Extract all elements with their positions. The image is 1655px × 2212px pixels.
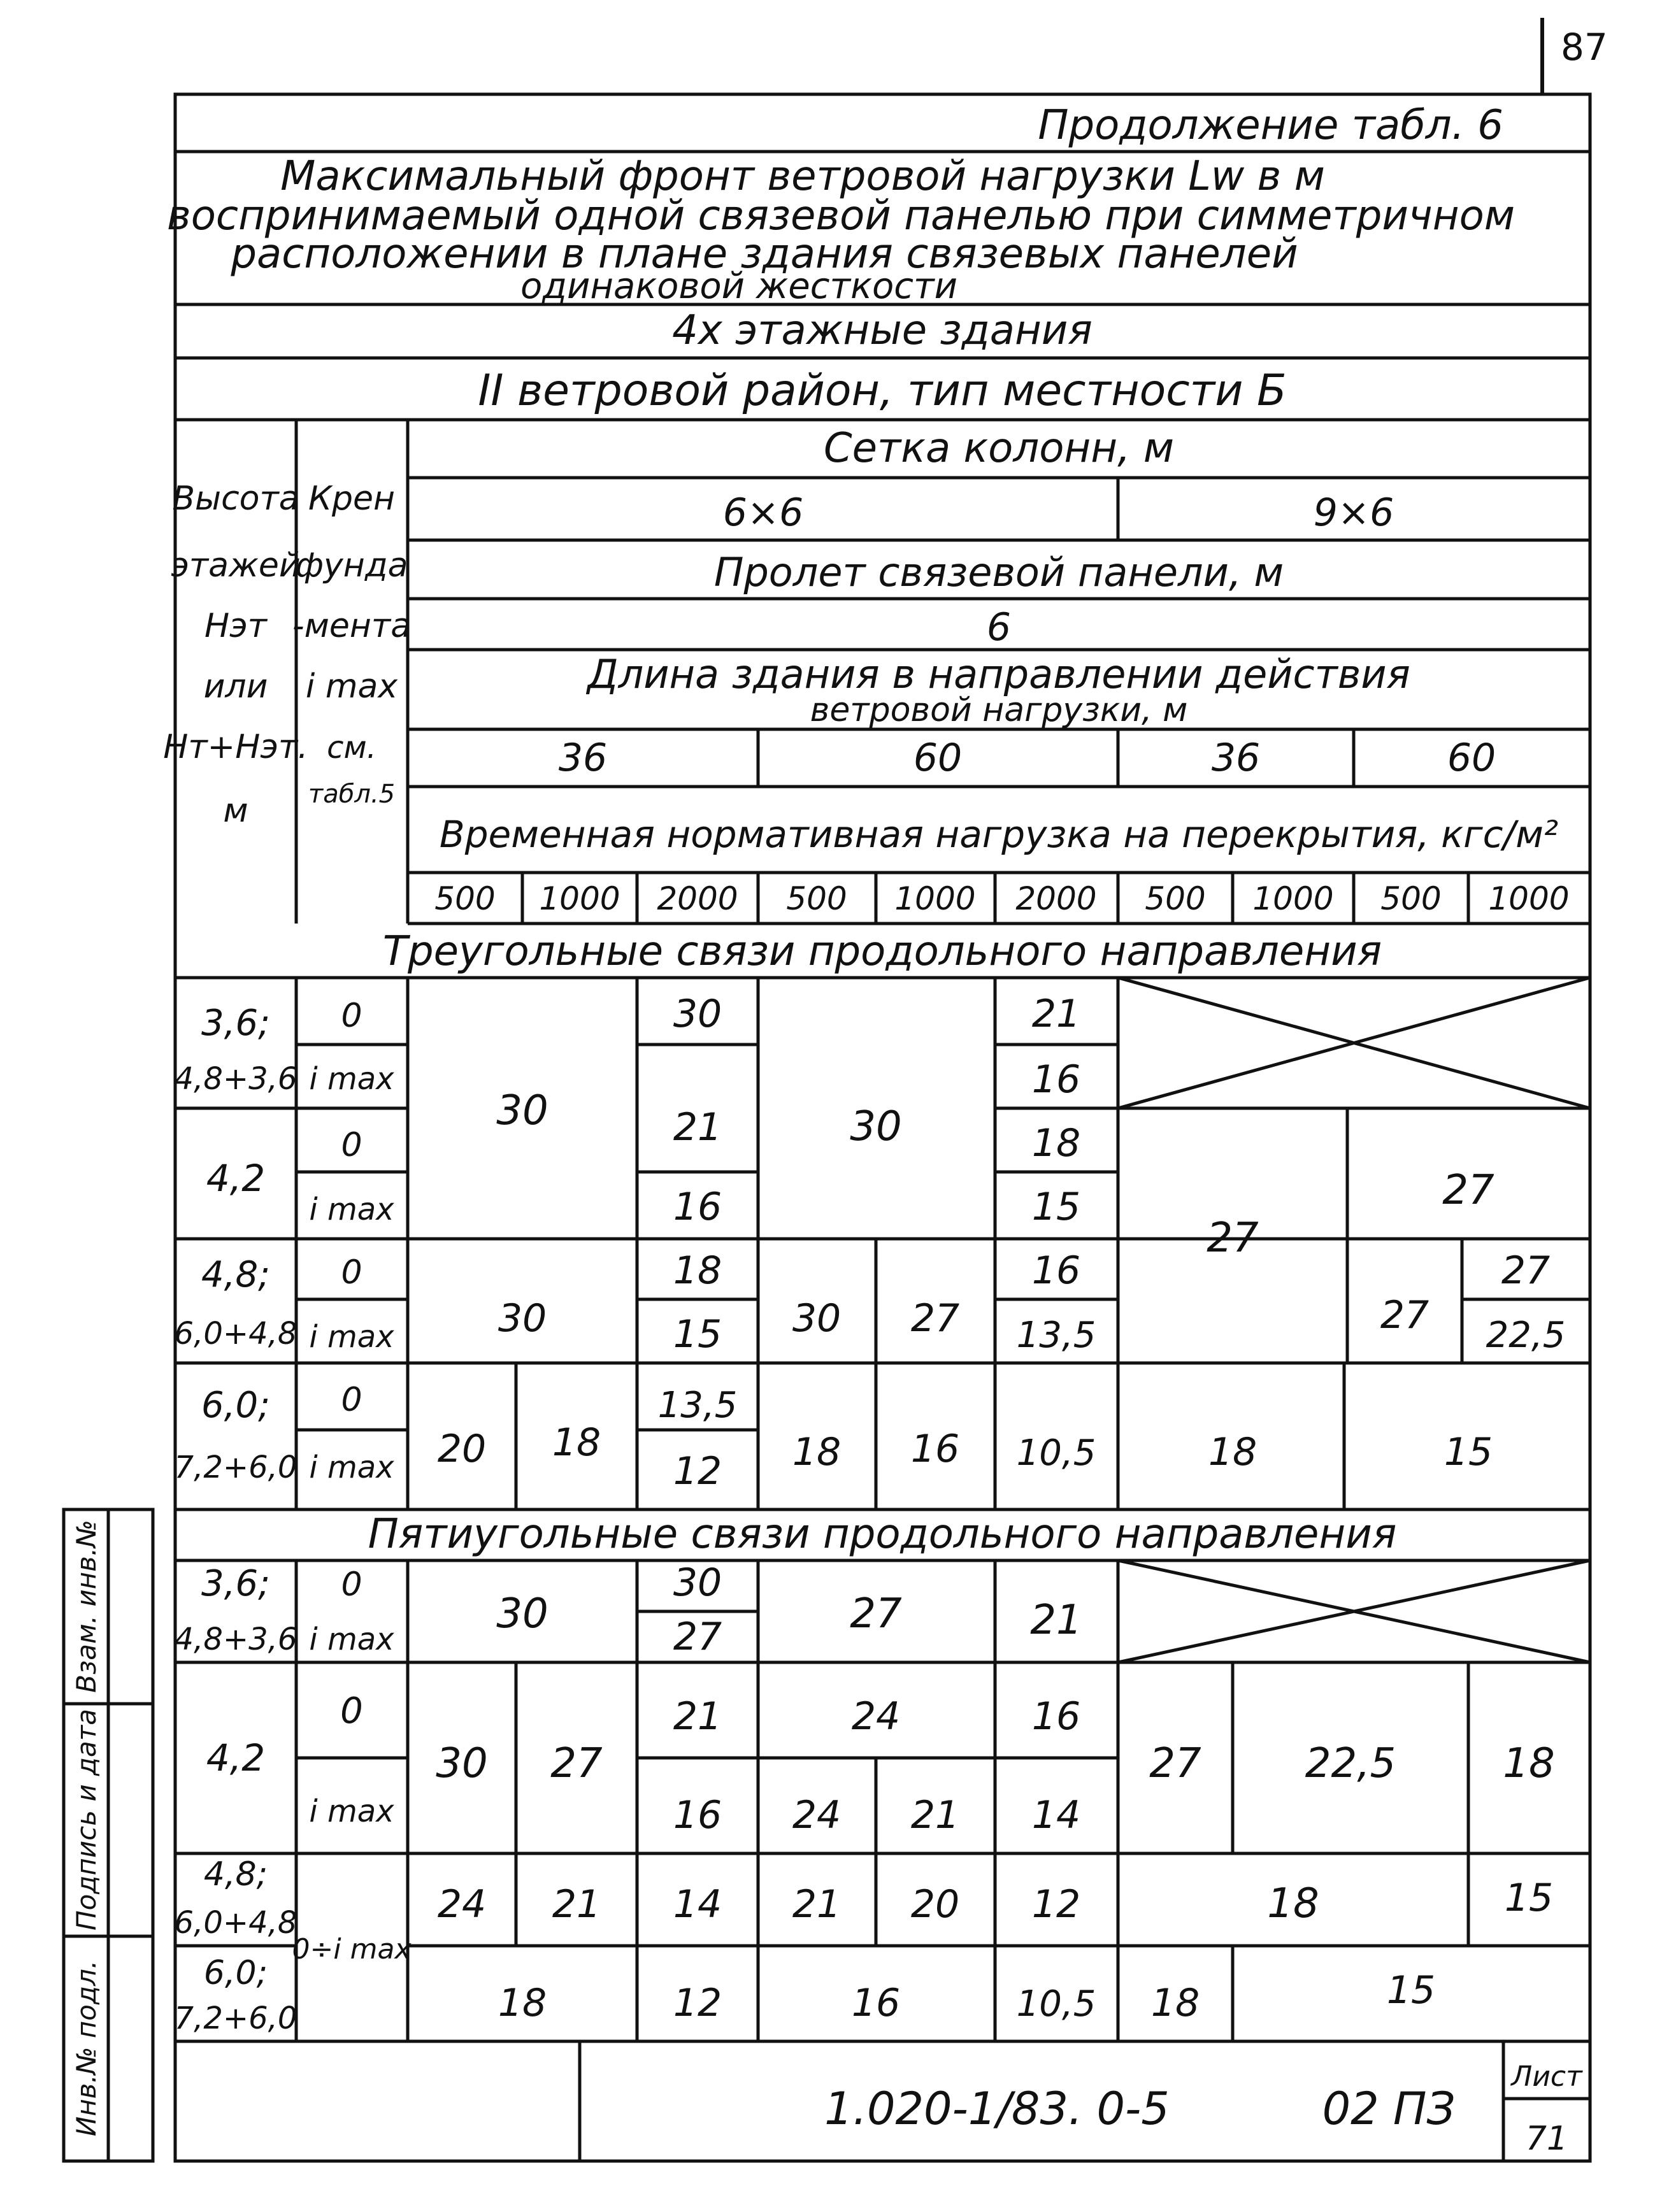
s2-row2-h1: 4,2 (206, 1736, 266, 1780)
s1-cell: 30 (498, 1296, 547, 1341)
s1-row3-cmax: i max (309, 1319, 394, 1355)
s2-row1-cmax: i max (309, 1622, 394, 1657)
col-tilt-5: см. (327, 730, 376, 766)
s1-cell: 10,5 (1016, 1432, 1096, 1474)
s2-cell: 18 (1150, 1981, 1200, 2025)
side-label-inventory: Инв.№ подл. (71, 1960, 102, 2137)
s2-cell: 27 (1149, 1740, 1201, 1787)
s1-row4-h1: 6,0; (201, 1385, 270, 1426)
s1-row2-cmax: i max (309, 1192, 394, 1227)
s2-cell: 30 (496, 1590, 548, 1638)
s2-cell: 20 (910, 1882, 960, 1927)
load-label: Временная нормативная нагрузка на перекрытия, кгс/м² (439, 813, 1559, 856)
s2-row3-h1: 4,8; (203, 1855, 268, 1894)
col-tilt-4: i max (305, 667, 398, 706)
load-6: 2000 (1015, 880, 1097, 917)
load-3: 2000 (657, 880, 738, 917)
col-height-5: Нт+Нэт. (163, 728, 308, 766)
s1-cell: 18 (1031, 1121, 1081, 1166)
s1-row3-h1: 4,8; (201, 1254, 270, 1295)
s2-cell: 14 (1031, 1793, 1081, 1837)
col-tilt-2: фунда (295, 546, 408, 585)
s1-row1-h2: 4,8+3,6 (174, 1061, 297, 1097)
s2-cell: 24 (851, 1694, 901, 1739)
s1-row3-h2: 6,0+4,8 (174, 1316, 297, 1352)
section2-title: Пятиугольные связи продольного направления (368, 1511, 1397, 1558)
s1-cell: 16 (673, 1185, 722, 1229)
wind-region: II ветровой район, тип местности Б (478, 366, 1287, 416)
col-height-3: Нэт (204, 607, 267, 645)
load-9: 500 (1380, 880, 1442, 917)
s1-cell: 12 (673, 1449, 722, 1494)
length-3: 36 (1211, 736, 1261, 780)
stamp-doc: 02 ПЗ (1322, 2083, 1456, 2135)
s2-cell: 27 (673, 1615, 722, 1659)
col-tilt-1: Крен (308, 480, 395, 518)
col-tilt-6: табл.5 (308, 780, 396, 809)
s2-cell: 24 (437, 1882, 487, 1927)
s1-row4-h2: 7,2+6,0 (174, 1450, 297, 1485)
s1-cell: 22,5 (1486, 1315, 1566, 1356)
s2-cell: 16 (851, 1981, 901, 2025)
s1-row2-c0: 0 (341, 1126, 362, 1164)
s1-cell: 27 (910, 1296, 960, 1341)
col-height-6: м (223, 792, 248, 830)
s1-row3-c0: 0 (341, 1253, 362, 1292)
s2-cell: 18 (1267, 1880, 1319, 1927)
load-7: 500 (1145, 880, 1206, 917)
span-value: 6 (986, 605, 1012, 650)
s1-cell: 16 (1031, 1057, 1081, 1102)
s1-cell: 15 (1444, 1430, 1493, 1474)
s2-cell: 21 (910, 1793, 960, 1837)
length-2: 60 (913, 736, 963, 780)
s2-cell: 18 (1503, 1740, 1555, 1787)
length-label-1: Длина здания в направлении действия (587, 651, 1410, 697)
grid-9x6: 9×6 (1313, 490, 1394, 535)
title-line-4: одинаковой жесткости (520, 266, 958, 307)
s1-row1-c0: 0 (341, 997, 362, 1035)
load-1: 500 (434, 880, 496, 917)
side-label-signature: Подпись и дата (71, 1709, 102, 1930)
s1-cell: 18 (1208, 1430, 1257, 1474)
s2-cell: 14 (673, 1882, 722, 1927)
s2-cell: 22,5 (1305, 1740, 1396, 1787)
col-height-1: Высота (172, 480, 299, 518)
s2-row4-crange: 0÷i max (292, 1933, 412, 1966)
s2-cell: 21 (673, 1694, 722, 1739)
s1-row4-c0: 0 (341, 1381, 362, 1419)
s1-cell: 30 (792, 1296, 842, 1341)
s2-cell: 15 (1504, 1876, 1554, 1920)
s2-cell: 18 (498, 1981, 547, 2025)
s1-row4-cmax: i max (309, 1450, 394, 1485)
s1-cell: 13,5 (1016, 1315, 1096, 1356)
load-5: 1000 (894, 880, 976, 917)
s1-cell: 20 (437, 1427, 487, 1471)
stamp-sheet-label: Лист (1511, 2060, 1582, 2093)
s2-row3-h2: 6,0+4,8 (174, 1905, 297, 1941)
load-10: 1000 (1488, 880, 1570, 917)
s2-row4-h2: 7,2+6,0 (174, 2001, 297, 2036)
s1-cell: 15 (673, 1312, 722, 1357)
building-type: 4х этажные здания (672, 307, 1093, 354)
s1-cell: 13,5 (657, 1385, 738, 1426)
s2-cell: 12 (673, 1981, 722, 2025)
length-1: 36 (558, 736, 608, 780)
grid-label: Сетка колонн, м (823, 425, 1175, 472)
s1-cell: 16 (910, 1427, 960, 1471)
title-line-2: воспринимаемый одной связевой панелью при симметричном (167, 192, 1515, 239)
s1-cell: 18 (792, 1430, 842, 1474)
s2-cell: 24 (792, 1793, 842, 1837)
s2-row1-h2: 4,8+3,6 (174, 1622, 297, 1657)
s1-cell: 16 (1031, 1248, 1081, 1293)
s1-cell: 21 (673, 1105, 722, 1150)
s2-row1-h1: 3,6; (201, 1563, 270, 1604)
page-number: 87 (1561, 25, 1608, 69)
span-label: Пролет связевой панели, м (713, 549, 1284, 596)
s1-cell: 18 (552, 1420, 601, 1465)
load-2: 1000 (539, 880, 620, 917)
s1-cell: 30 (850, 1103, 902, 1150)
s2-cell: 16 (1031, 1694, 1081, 1739)
s2-cell: 21 (1030, 1597, 1082, 1644)
s2-cell: 21 (792, 1882, 842, 1927)
s1-cell: 30 (496, 1087, 548, 1134)
s1-cell: 27 (1207, 1215, 1259, 1262)
s2-cell: 16 (673, 1793, 722, 1837)
stamp-sheet-no: 71 (1525, 2120, 1568, 2158)
s1-cell: 27 (1501, 1248, 1551, 1293)
s1-row1-cmax: i max (309, 1061, 394, 1097)
s2-row2-c0: 0 (340, 1690, 363, 1732)
s1-cell: 15 (1031, 1185, 1081, 1229)
s2-cell: 27 (550, 1740, 603, 1787)
load-4: 500 (786, 880, 847, 917)
s1-row1-h1: 3,6; (201, 1003, 270, 1044)
col-height-4: или (203, 667, 268, 706)
s2-row2-cmax: i max (309, 1794, 394, 1829)
load-8: 1000 (1252, 880, 1334, 917)
stamp-code: 1.020-1/83. 0-5 (824, 2083, 1170, 2135)
length-4: 60 (1447, 736, 1496, 780)
s2-cell: 30 (436, 1740, 488, 1787)
s1-cell: 21 (1031, 992, 1081, 1036)
s2-row1-c0: 0 (341, 1566, 362, 1604)
continuation-label: Продолжение табл. 6 (1038, 102, 1503, 149)
grid-6x6: 6×6 (722, 490, 804, 535)
side-label-replacement: Взам. инв.№ (71, 1520, 102, 1693)
s2-cell: 12 (1031, 1882, 1081, 1927)
s1-cell: 27 (1380, 1293, 1429, 1338)
s2-row4-h1: 6,0; (203, 1954, 268, 1992)
col-tilt-3: -мента (292, 607, 412, 645)
s2-cell: 10,5 (1016, 1983, 1096, 2025)
s1-cell: 30 (673, 992, 722, 1036)
s1-cell: 18 (673, 1248, 722, 1293)
s1-row2-h1: 4,2 (206, 1157, 266, 1200)
title-line-3: расположении в плане здания связевых панелей (231, 231, 1298, 278)
length-label-2: ветровой нагрузки, м (810, 691, 1188, 729)
section1-title: Треугольные связи продольного направления (382, 928, 1382, 975)
s2-cell: 30 (673, 1560, 722, 1605)
s2-cell: 15 (1386, 1968, 1436, 2013)
s2-cell: 21 (552, 1882, 601, 1927)
col-height-2: этажей (171, 546, 301, 585)
title-line-1: Максимальный фронт ветровой нагрузки Lw в м (280, 153, 1325, 200)
s1-cell: 27 (1442, 1167, 1494, 1214)
s2-cell: 27 (850, 1590, 902, 1638)
